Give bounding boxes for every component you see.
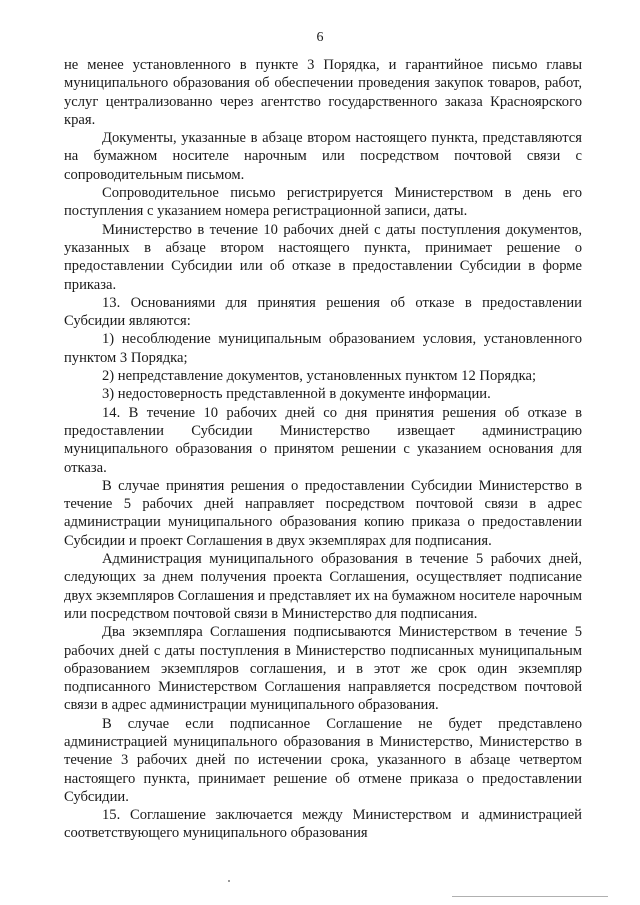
paragraph-ministry-decision: Министерство в течение 10 рабочих дней с даты поступления документов, указанных в абзаце втором настоящего пункта, принимает решение о предоставлении Субсидии или об отказе в предоставлении Субсидии в форме приказа. [64, 221, 582, 293]
paragraph-15-agreement: 15. Соглашение заключается между Министерством и администрацией соответствующего муниципального образования [64, 807, 582, 842]
paragraph-continuation: не менее установленного в пункте 3 Порядка, и гарантийное письмо главы муниципального образования об обеспечении проведения закупок товаров, работ, услуг централизованно через агентство государственного заказа Красноярского края. [64, 57, 582, 128]
paragraph-13-refusal-grounds: 13. Основаниями для принятия решения об отказе в предоставлении Субсидии являются: [64, 294, 582, 330]
paragraph-documents-submission: Документы, указанные в абзаце втором настоящего пункта, представляются на бумажном носителе нарочным или посредством почтовой связи с сопроводительным письмом. [64, 130, 582, 183]
list-item-3: 3) недостоверность представленной в документе информации. [102, 386, 491, 403]
list-item-2: 2) непредставление документов, установленных пунктом 12 Порядка; [102, 368, 537, 385]
paragraph-order-cancellation: В случае если подписанное Соглашение не будет представлено администрацией муниципального образования в Министерство, Министерство в течение 3 рабочих дней по истечении срока, указанного в абзаце четвертом настоящего пункта, принимает решение об отмене приказа о предоставлении Субсидии. [64, 715, 582, 805]
page-number: 6 [316, 30, 324, 45]
paragraph-ministry-signing: Два экземпляра Соглашения подписываются Министерством в течение 5 рабочих дней с даты поступления в Министерство подписанных муниципальным образованием экземпляров соглашения, и в этот же срок один экземпляр подписанного Министерством Соглашения направляется посредством почтовой связи в адрес администрации муниципального образования. [64, 624, 582, 714]
paragraph-cover-letter-registration: Сопроводительное письмо регистрируется Министерством в день его поступления с указанием номера регистрационной записи, даты. [64, 185, 582, 220]
document-body [64, 56, 582, 843]
paragraph-subsidy-granted: В случае принятия решения о предоставлении Субсидии Министерство в течение 5 рабочих дней направляет посредством почтовой связи в адрес администрации муниципального образования копию приказа о предоставлении Субсидии и проект Соглашения в двух экземплярах для подписания. [64, 477, 582, 549]
paragraph-administration-signing: Администрация муниципального образования в течение 5 рабочих дней, следующих за днем получения проекта Соглашения, осуществляет подписание двух экземпляров Соглашения и представляет их на бумажном носителе нарочным или посредством почтовой связи в Министерство для подписания. [64, 551, 582, 622]
footer-rule [452, 896, 608, 897]
paragraph-14-refusal-notice: 14. В течение 10 рабочих дней со дня принятия решения об отказе в предоставлении Субсидии Министерство извещает администрацию муниципального образования о принятом решении с указанием основания для отказа. [64, 404, 582, 476]
list-item-1: 1) несоблюдение муниципальным образованием условия, установленного пунктом 3 Порядка; [64, 331, 582, 366]
scan-speck [228, 880, 230, 882]
